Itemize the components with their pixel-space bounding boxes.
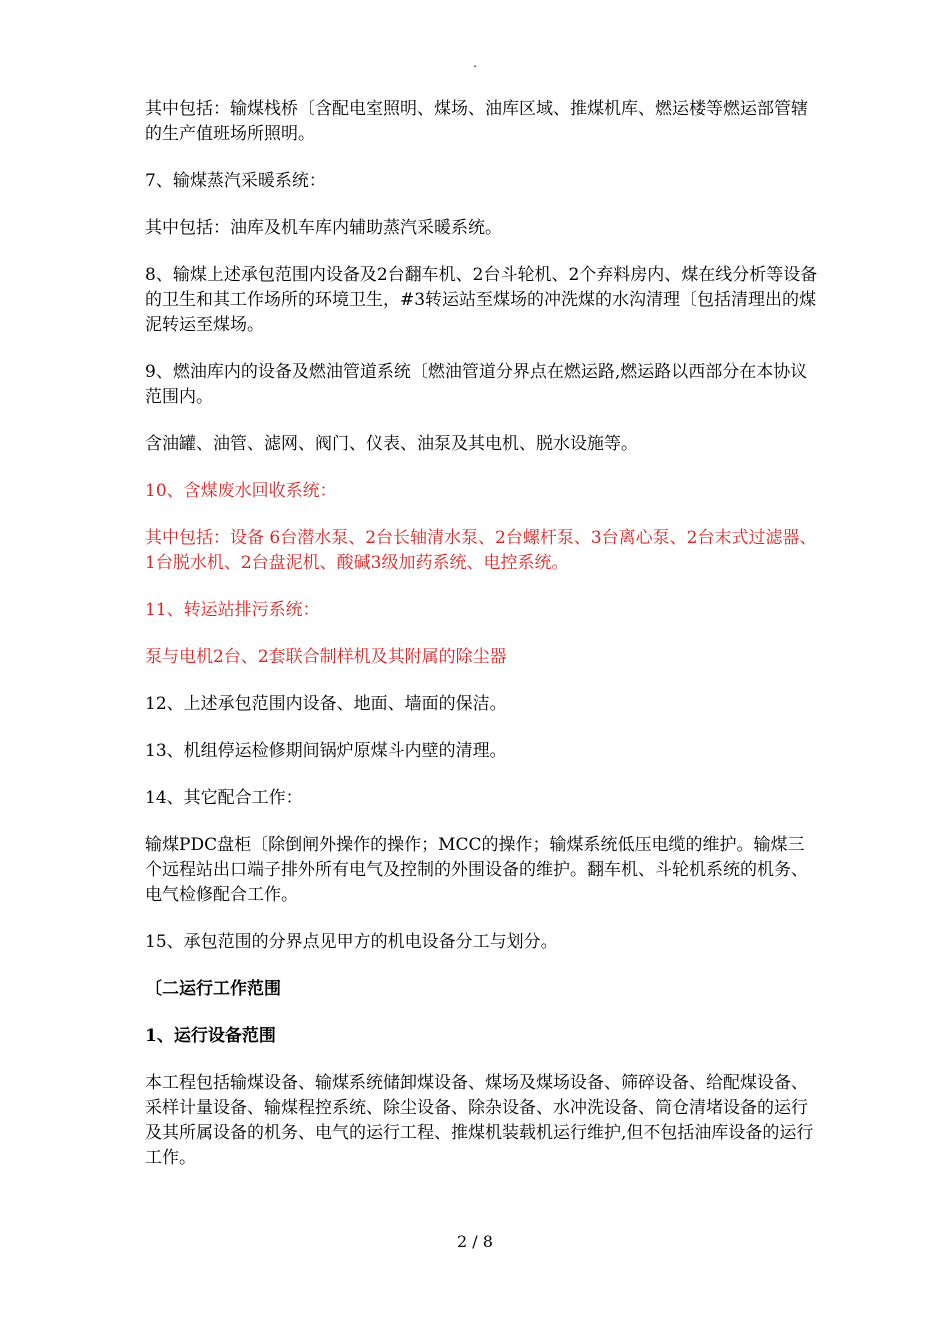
page-number: 2 / 8 — [457, 1232, 493, 1251]
paragraph: 本工程包括输煤设备、输煤系统储卸煤设备、煤场及煤场设备、筛碎设备、给配煤设备、采样计量设备、输煤程控系统、除尘设备、除杂设备、水冲洗设备、筒仓清堵设备的运行及其所属设备的机务、电气的运行工程、推煤机装载机运行维护,但不包括油库设备的运行工作。 — [145, 1073, 814, 1168]
paragraph-highlighted: 10、含煤废水回收系统： — [145, 481, 337, 501]
paragraph-highlighted: 其中包括：设备 6台潜水泵、2台长轴清水泵、2台螺杆泵、3台离心泵、2台末式过滤器、1台脱水机、2台盘泥机、酸碱3级加药系统、电控系统。 — [145, 528, 817, 573]
paragraph: 13、机组停运检修期间锅炉原煤斗内壁的清理。 — [145, 741, 507, 761]
paragraph: 8、输煤上述承包范围内设备及2台翻车机、2台斗轮机、2个弃料房内、煤在线分析等设备的卫生和其工作场所的环境卫生，#3转运站至煤场的冲洗煤的水沟清理〔包括清理出的煤泥转运至煤场。 — [145, 265, 818, 335]
paragraph: 14、其它配合工作： — [145, 788, 303, 808]
paragraph-highlighted: 泵与电机2台、2套联合制样机及其附属的除尘器 — [145, 647, 507, 667]
subsection-heading: 1、运行设备范围 — [145, 1026, 276, 1046]
header-mark: . — [473, 56, 477, 70]
paragraph: 其中包括：输煤栈桥〔含配电室照明、煤场、油库区域、推煤机库、燃运楼等燃运部管辖的生产值班场所照明。 — [145, 99, 808, 144]
paragraph: 其中包括：油库及机车库内辅助蒸汽采暖系统。 — [145, 218, 502, 238]
paragraph: 12、上述承包范围内设备、地面、墙面的保洁。 — [145, 694, 507, 714]
paragraph: 7、输煤蒸汽采暖系统： — [145, 171, 326, 191]
paragraph: 输煤PDC盘柜〔除倒闸外操作的操作；MCC的操作；输煤系统低压电缆的维护。输煤三个远程站出口端子排外所有电气及控制的外围设备的维护。翻车机、斗轮机系统的机务、电气检修配合工作。 — [145, 835, 808, 905]
paragraph: 9、燃油库内的设备及燃油管道系统〔燃油管道分界点在燃运路,燃运路以西部分在本协议范围内。 — [145, 362, 808, 407]
paragraph: 含油罐、油管、滤网、阀门、仪表、油泵及其电机、脱水设施等。 — [145, 434, 638, 454]
paragraph-highlighted: 11、转运站排污系统： — [145, 600, 320, 620]
section-heading: 〔二运行工作范围 — [145, 979, 281, 999]
paragraph: 15、承包范围的分界点见甲方的机电设备分工与划分。 — [145, 932, 558, 952]
document-body — [145, 97, 820, 1193]
